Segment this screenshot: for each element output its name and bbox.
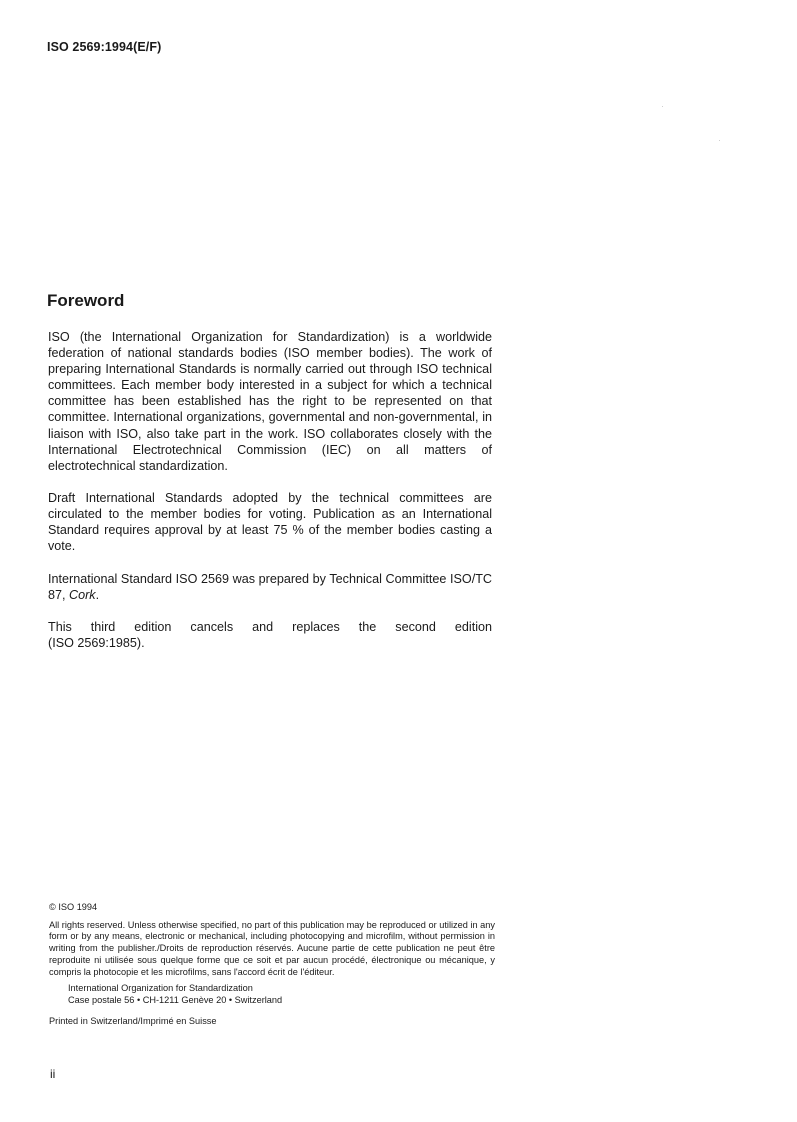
foreword-title: Foreword (47, 291, 125, 310)
foreword-paragraph-3 (48, 571, 492, 603)
committee-name: Cork (69, 588, 96, 603)
paragraph-3-suffix: . (95, 588, 100, 603)
printed-in-statement: Printed in Switzerland/Imprimé en Suisse (49, 1015, 217, 1026)
paragraph-4-line-1: This third edition cancels and replaces the second edition (48, 620, 492, 634)
publisher-address (68, 983, 495, 1006)
scan-speck (662, 106, 663, 107)
paragraph-4-line-2: (ISO 2569:1985). (48, 636, 145, 651)
publisher-organization: International Organization for Standardization (68, 983, 253, 994)
foreword-paragraph-4 (48, 619, 492, 651)
publisher-postal-address: Case postale 56 • CH-1211 Genève 20 • Switzerland (68, 994, 283, 1005)
copyright-block (49, 902, 495, 1027)
foreword-paragraph-1: ISO (the International Organization for Standardization) is a worldwide federation of national standards bodies (ISO member bodies). The work of preparing International Standards is normally carried out through ISO technical committees. Each member body interested in a subject for which a technical committee has been established has the right to be represented on that committee. International organizations, governmental and non-governmental, in liaison with ISO, also take part in the work. ISO collaborates closely with the International Electrotechnical Commission (IEC) on all matters of electrotechnical standardization. (48, 330, 492, 473)
foreword-paragraph-2: Draft International Standards adopted by the technical committees are circulated to the member bodies for voting. Publication as an International Standard requires approval by at least 75 % of the member bodies casting a vote. (48, 491, 492, 554)
document-header: ISO 2569:1994(E/F) (47, 40, 162, 54)
scan-speck (719, 140, 720, 141)
page-number: ii (50, 1067, 56, 1081)
paragraph-3-prefix: International Standard ISO 2569 was prepared by Technical Committee ISO/TC 87, (48, 572, 492, 603)
rights-statement: All rights reserved. Unless otherwise specified, no part of this publication may be reproduced or utilized in any form or by any means, electronic or mechanical, including photocopying and microfilm, without permission in writing from the publisher./Droits de reproduction réservés. Aucune partie de cette publication ne peut être reproduite ni utilisée sous quelque forme que ce soit et par aucun procédé, électronique ou mécanique, y compris la photocopie et les microfilms, sans l'accord écrit de l'éditeur. (49, 919, 495, 977)
copyright-notice: © ISO 1994 (49, 902, 98, 912)
